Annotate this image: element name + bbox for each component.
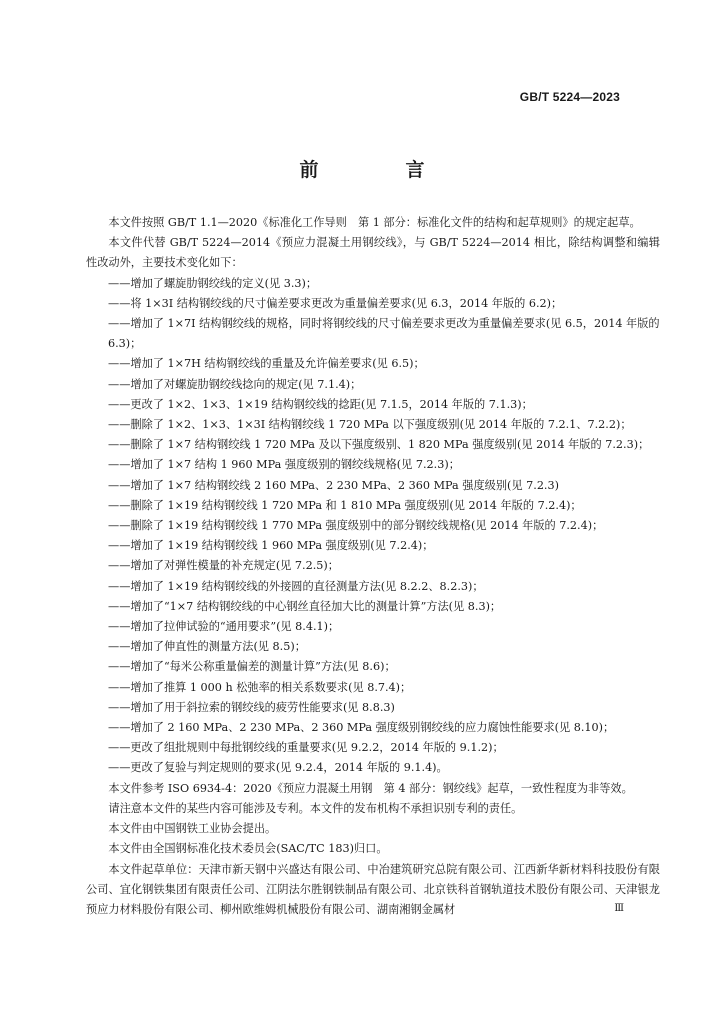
change-item: ——增加了伸直性的测量方法(见 8.5)； (108, 640, 306, 654)
change-item: ——增加了“1×7 结构钢绞线的中心钢丝直径加大比的测量计算”方法(见 8.3)； (108, 599, 502, 613)
paragraph-patent: 请注意本文件的某些内容可能涉及专利。本文件的发布机构不承担识别专利的责任。 (108, 801, 523, 815)
paragraph-drafting-rules: 本文件按照 GB/T 1.1—2020《标准化工作导则 第 1 部分：标准化文件的结构和起草规则》的规定起草。 (108, 216, 641, 229)
page-title: 前 言 (299, 159, 459, 181)
change-item: ——将 1×3I 结构钢绞线的尺寸偏差要求更改为重量偏差要求(见 6.3，2014 年版的 6.2)； (108, 296, 563, 310)
change-item: ——删除了 1×19 结构钢绞线 1 770 MPa 强度级别中的部分钢绞线规格(见 2014 年版的 7.2.4)； (108, 519, 604, 533)
technical-changes-list (86, 274, 660, 779)
change-item: ——删除了 1×2、1×3、1×3I 结构钢绞线 1 720 MPa 以下强度级别(见 2014 年版的 7.2.1、7.2.2)； (108, 418, 632, 432)
change-item: ——增加了 1×7 结构钢绞线 2 160 MPa、2 230 MPa、2 360 MPa 强度级别(见 7.2.3) (108, 478, 559, 492)
change-item: ——增加了推算 1 000 h 松弛率的相关系数要求(见 8.7.4)； (108, 680, 412, 694)
paragraph-drafting-units: 本文件起草单位：天津市新天钢中兴盛达有限公司、中冶建筑研究总院有限公司、江西新华新材料科技股份有限公司、宜化钢铁集团有限责任公司、江阴法尔胜钢铁制品有限公司、北京铁科首钢轨道技术股份有限公司、天津银龙预应力材料股份有限公司、柳州欧维姆机械股份有限公司、湖南湘钢金属材 (86, 862, 660, 916)
standard-number: GB/T 5224—2023 (519, 90, 620, 104)
change-item: ——增加了用于斜拉索的钢绞线的疲劳性能要求(见 8.8.3) (108, 700, 395, 714)
change-item: ——增加了 1×7I 结构钢绞线的规格，同时将钢绞线的尺寸偏差要求更改为重量偏差要求(见 6.5，2014 年版的 6.3)； (108, 317, 660, 351)
change-item: ——增加了 1×19 结构钢绞线的外接圆的直径测量方法(见 8.2.2、8.2.3)； (108, 579, 484, 593)
change-item: ——增加了“每米公称重量偏差的测量计算”方法(见 8.6)； (108, 660, 396, 674)
paragraph-replacement: 本文件代替 GB/T 5224—2014《预应力混凝土用钢绞线》，与 GB/T 5224—2014 相比，除结构调整和编辑性改动外，主要技术变化如下： (86, 236, 660, 270)
paragraph-proposer: 本文件由中国钢铁工业协会提出。 (108, 822, 277, 836)
change-item: ——增加了螺旋肋钢绞线的定义(见 3.3)； (108, 276, 318, 290)
page-number: Ⅲ (614, 903, 624, 914)
paragraph-committee: 本文件由全国钢标准化技术委员会(SAC/TC 183)归口。 (108, 842, 388, 856)
change-item: ——增加了拉伸试验的“通用要求”(见 8.4.1)； (108, 620, 340, 634)
change-item: ——增加了 1×19 结构钢绞线 1 960 MPa 强度级别(见 7.2.4)； (108, 539, 434, 553)
change-item: ——增加了 2 160 MPa、2 230 MPa、2 360 MPa 强度级别钢绞线的应力腐蚀性能要求(见 8.10)； (108, 721, 615, 735)
change-item: ——增加了对螺旋肋钢绞线捻向的规定(见 7.1.4)； (108, 377, 362, 391)
change-item: ——增加了 1×7 结构 1 960 MPa 强度级别的钢绞线规格(见 7.2.3)； (108, 458, 460, 472)
change-item: ——更改了 1×2、1×3、1×19 结构钢绞线的捻距(见 7.1.5，2014 年版的 7.1.3)； (108, 397, 533, 411)
change-item: ——增加了对弹性模量的补充规定(见 7.2.5)； (108, 559, 339, 573)
document-body (86, 213, 660, 920)
change-item: ——更改了复验与判定规则的要求(见 9.2.4，2014 年版的 9.1.4)。 (108, 761, 448, 775)
change-item: ——删除了 1×7 结构钢绞线 1 720 MPa 及以下强度级别、1 820 MPa 强度级别(见 2014 年版的 7.2.3)； (108, 438, 650, 452)
change-item: ——增加了 1×7H 结构钢绞线的重量及允许偏差要求(见 6.5)； (108, 357, 425, 371)
paragraph-reference: 本文件参考 ISO 6934-4：2020《预应力混凝土用钢 第 4 部分：钢绞线》起草，一致性程度为非等效。 (108, 781, 633, 795)
change-item: ——更改了组批规则中每批钢绞线的重量要求(见 9.2.2，2014 年版的 9.1.2)； (108, 741, 504, 755)
change-item: ——删除了 1×19 结构钢绞线 1 720 MPa 和 1 810 MPa 强度级别(见 2014 年版的 7.2.4)； (108, 498, 582, 512)
